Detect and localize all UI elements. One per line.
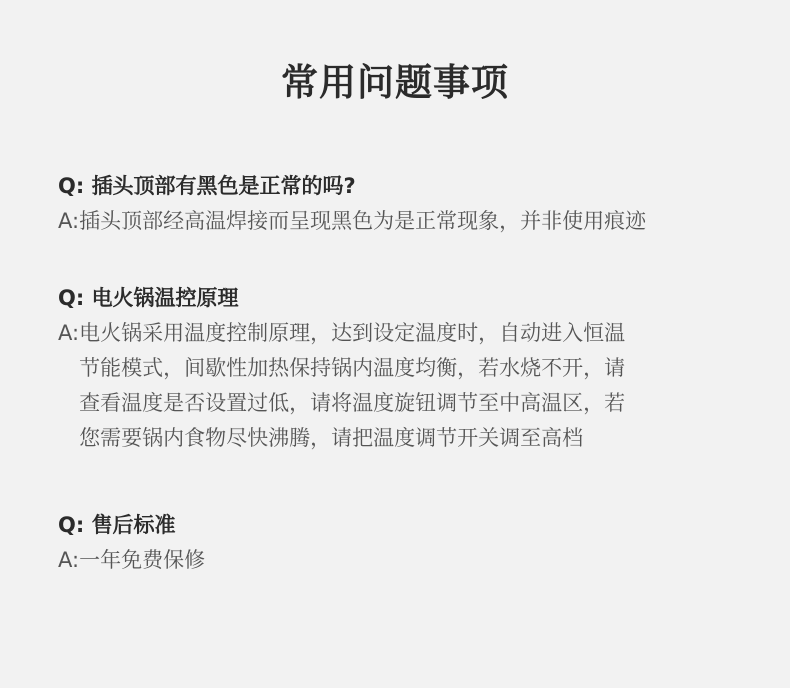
answer-line: 一年免费保修 (79, 548, 206, 572)
question-text: 电火锅温控原理 (91, 286, 239, 310)
answer-text (79, 316, 758, 456)
faq-answer (58, 204, 758, 239)
faq-question (58, 170, 758, 202)
faq-item (58, 509, 758, 578)
answer-line: 查看温度是否设置过低，请将温度旋钮调节至中高温区，若 (79, 391, 626, 415)
question-text: 插头顶部有黑色是正常的吗? (91, 174, 356, 198)
faq-item (58, 282, 758, 456)
faq-answer (58, 316, 758, 456)
answer-prefix: A: (58, 209, 80, 233)
question-prefix: Q: (58, 286, 92, 310)
answer-line: 插头顶部经高温焊接而呈现黑色为是正常现象，并非使用痕迹 (79, 209, 647, 233)
page-title: 常用问题事项 (281, 61, 509, 104)
answer-text (79, 543, 758, 578)
question-text: 售后标准 (91, 513, 176, 537)
answer-line: 电火锅采用温度控制原理，达到设定温度时，自动进入恒温 (79, 321, 626, 345)
faq-question (58, 509, 758, 541)
faq-answer (58, 543, 758, 578)
answer-text (79, 204, 758, 239)
answer-line: 您需要锅内食物尽快沸腾，请把温度调节开关调至高档 (79, 426, 584, 450)
faq-item (58, 170, 758, 239)
faq-question (58, 282, 758, 314)
question-prefix: Q: (58, 174, 92, 198)
question-prefix: Q: (58, 513, 92, 537)
answer-line: 节能模式，间歇性加热保持锅内温度均衡，若水烧不开，请 (79, 356, 626, 380)
answer-prefix: A: (58, 321, 80, 345)
answer-prefix: A: (58, 548, 80, 572)
